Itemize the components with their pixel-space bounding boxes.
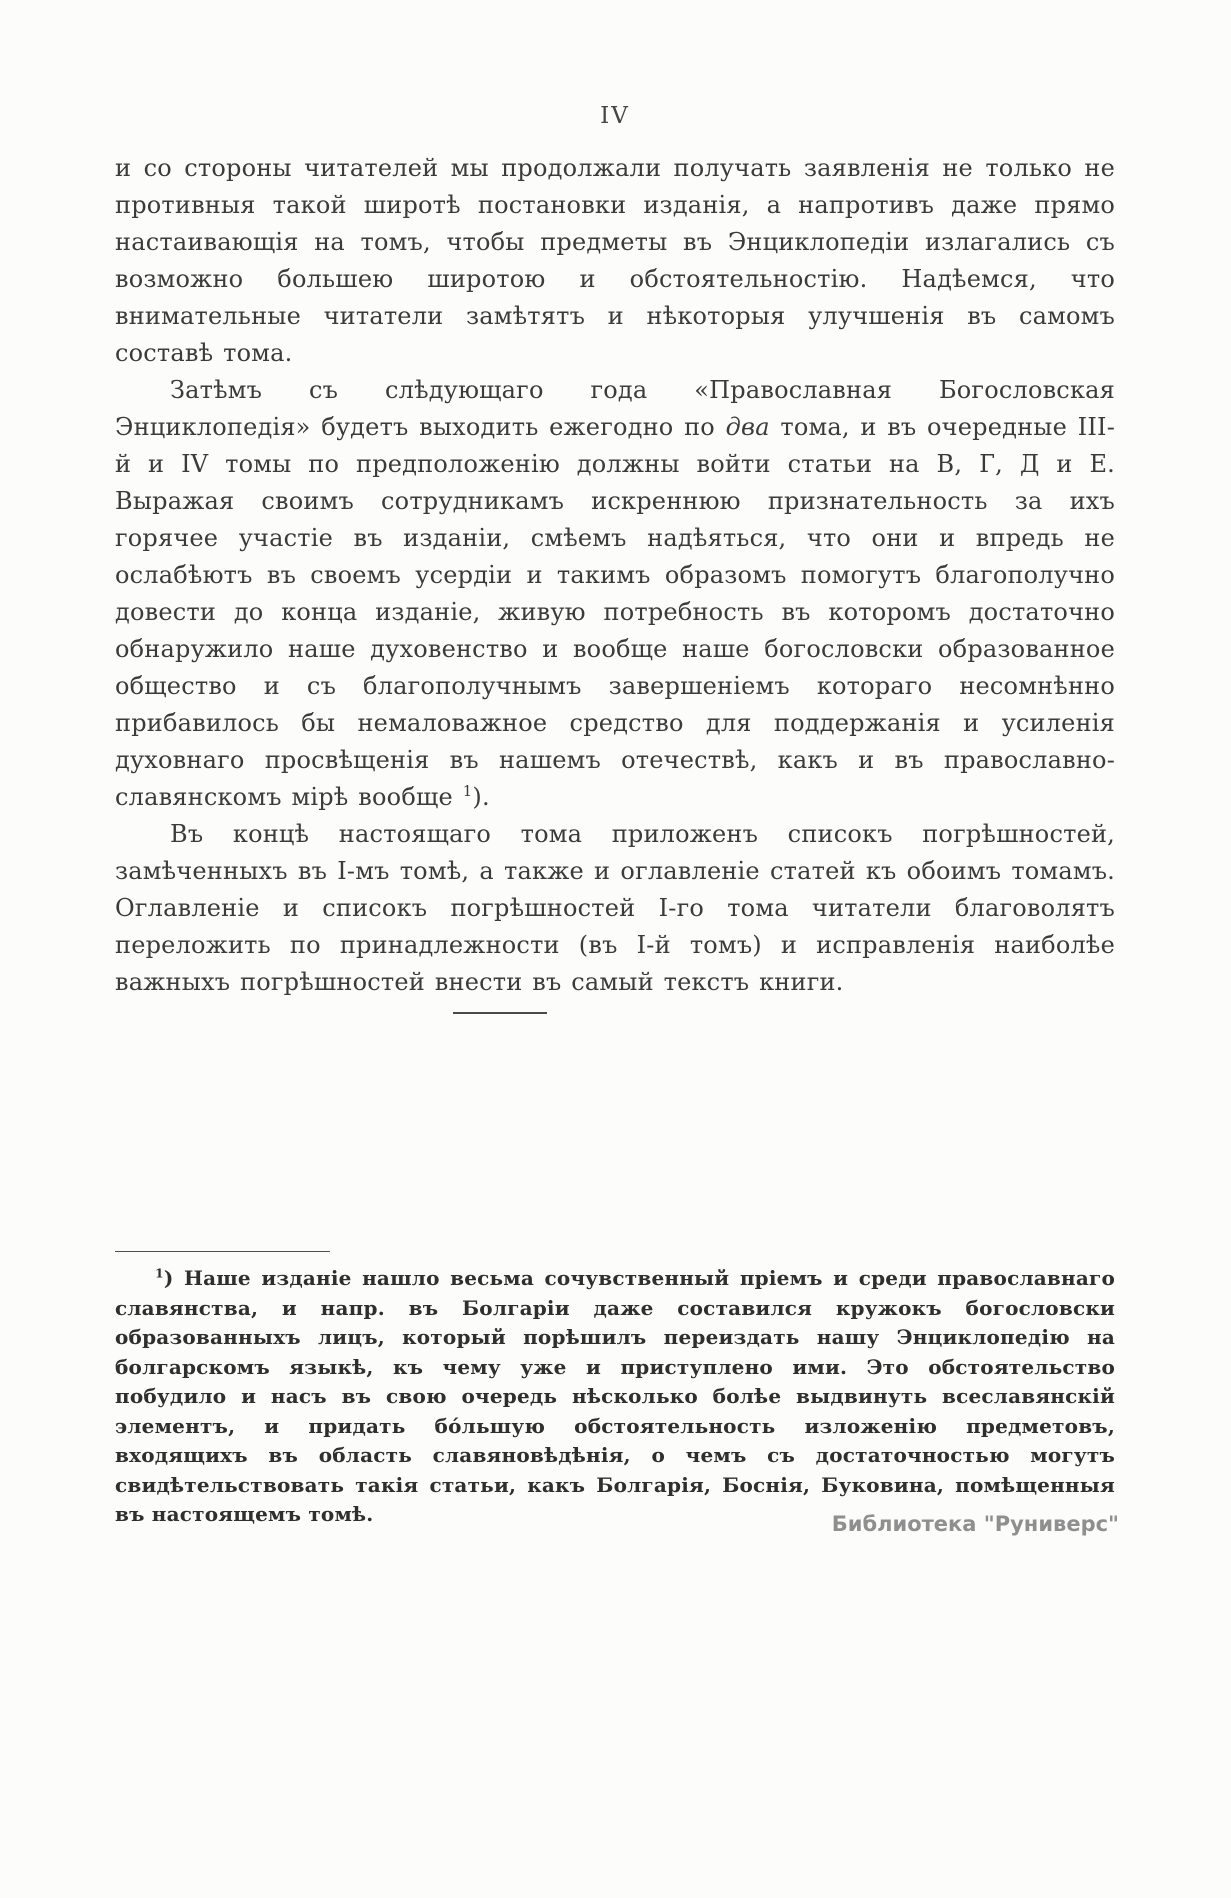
library-watermark: Библиотека "Руниверс" — [831, 1512, 1119, 1536]
text-segment: тома, и въ очередные III-й и IV томы по предположенію должны войти статьи на В, Г, Д и Е. Выражая своимъ сотрудникамъ искреннюю признательность за ихъ горячее участіе въ изданіи, смѣемъ надѣяться, что они и впредь не ослабѣютъ въ своемъ усердіи и такимъ образомъ помогутъ благополучно довести до конца изданіе, живую потребность въ которомъ достаточно обнаружило наше духовенство и вообще наше богословски образованное общество и съ благополучнымъ завершеніемъ котораго несомнѣнно прибавилось бы немаловажное средство для поддержанія и усиленія духовнаго просвѣщенія въ нашемъ отечествѣ, какъ и въ православно-славянскомъ мірѣ вообще — [115, 413, 1116, 811]
page-number: IV — [600, 103, 630, 129]
text-segment: два — [725, 413, 770, 441]
footnote-text — [115, 1264, 1115, 1530]
footnote-separator — [115, 1251, 330, 1252]
text-segment: ). — [472, 783, 490, 811]
main-text — [115, 150, 1115, 1001]
text-segment: Затѣмъ съ слѣдующаго года «Православная Богословская Энциклопедія» будетъ выходить ежегодно по — [115, 376, 1115, 441]
text-segment: Въ концѣ настоящаго тома приложенъ списокъ погрѣшностей, замѣченныхъ въ I-мъ томѣ, а также и оглавленіе статей къ обоимъ томамъ. Оглавленіе и списокъ погрѣшностей I-го тома читатели благоволятъ переложить по принадлежности (въ I-й томъ) и исправленія наиболѣе важныхъ погрѣшностей внести въ самый текстъ книги. — [115, 820, 1115, 996]
text-segment: и со стороны читателей мы продолжали получать заявленія не только не противныя такой широтѣ постановки изданія, а напротивъ даже прямо настаивающія на томъ, чтобы предметы въ Энциклопедіи излагались съ возможно большею широтою и обстоятельностію. Надѣемся, что внимательные читатели замѣтятъ и нѣкоторыя улучшенія въ самомъ составѣ тома. — [115, 154, 1115, 367]
footnote-reference: 1 — [462, 782, 473, 800]
paragraph — [115, 372, 1115, 816]
footnote — [115, 1264, 1115, 1530]
section-divider — [453, 1012, 547, 1014]
paragraph — [115, 150, 1115, 372]
text-segment: ) Наше изданіе нашло весьма сочувственный пріемъ и среди православнаго славянства, и напр. въ Болгаріи даже составился кружокъ богословски образованныхъ лицъ, который порѣшилъ переиздать нашу Энциклопедію на болгарскомъ языкѣ, къ чему уже и приступлено ими. Это обстоятельство побудило и насъ въ свою очередь нѣсколько болѣе выдвинуть всеславянскій элементъ, и придать бо́льшую обстоятельность изложенію предметовъ, входящихъ въ область славяновѣдѣнія, о чемъ съ достаточностью могутъ свидѣтельствовать такія статьи, какъ Болгарія, Боснія, Буковина, помѣщенныя въ настоящемъ томѣ. — [115, 1266, 1115, 1526]
paragraph — [115, 816, 1115, 1001]
footnote-reference: 1 — [155, 1265, 164, 1281]
